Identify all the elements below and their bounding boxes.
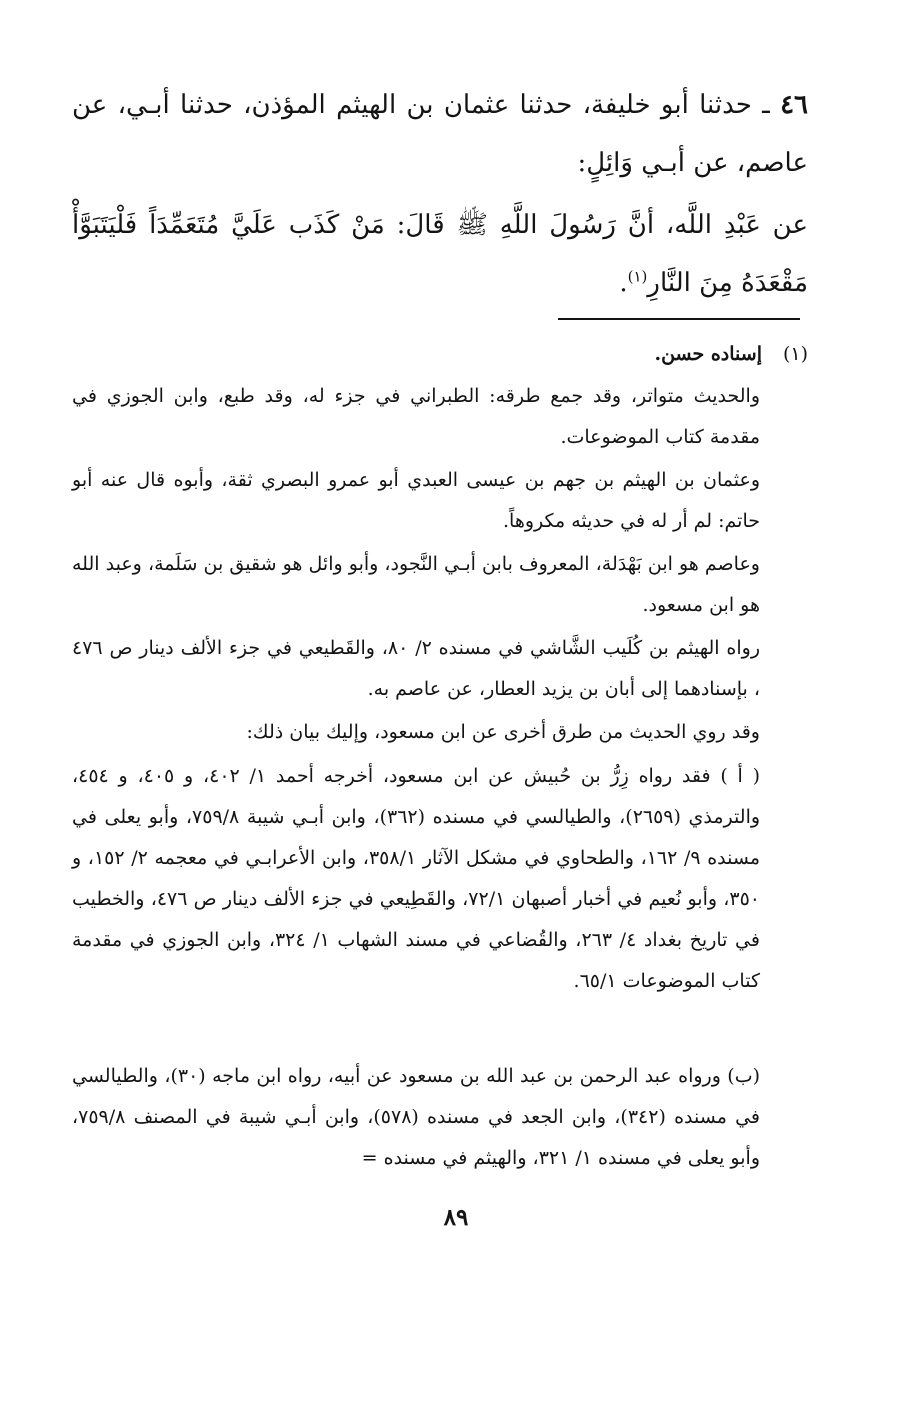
footnote-paragraph: (ب) ورواه عبد الرحمن بن عبد الله بن مسعود عن أبيه، رواه ابن ماجه (٣٠)، والطيالسي في مسنده (٣٤٢)، وابن الجعد في مسنده (٥٧٨)، وابن أبـي شيبة في المصنف ٧٥٩/٨، وأبو يعلى في مسنده ١/ ٣٢١، والهيثم في مسنده = <box>72 1065 760 1169</box>
footnote-verdict: إسناده حسن. <box>654 343 762 365</box>
footnote-paragraph: وقد روي الحديث من طرق أخرى عن ابن مسعود، وإليك بيان ذلك: <box>246 721 760 743</box>
footnote-number: (١) <box>782 343 808 365</box>
footnote-paragraph: وعثمان بن الهيثم بن جهم بن عيسى العبدي أبو عمرو البصري ثقة، وأبوه قال عنه أبو حاتم: لم أر له في حديثه مكروهاً. <box>72 469 760 532</box>
hadith-number: ٤٦ <box>780 90 808 120</box>
footnote-paragraph: رواه الهيثم بن كُلَيب الشَّاشي في مسنده ٢/ ٨٠، والقَطيعي في جزء الألف دينار ص ٤٧٦ ، بإسنادهما إلى أبان بن يزيد العطار، عن عاصم به. <box>72 637 760 700</box>
matn-text: عن عَبْدِ اللَّه، أنَّ رَسُولَ اللَّهِ ﷺ قَالَ: مَنْ كَذَب عَلَيَّ مُتَعَمِّدَاً فَلْيَتَبَوَّأْ مَقْعَدَهُ مِنَ النَّارِ <box>72 210 808 298</box>
footnote-reference[interactable]: (١) <box>627 267 648 286</box>
hadith-isnad <box>72 76 808 192</box>
footnote-paragraph: والحديث متواتر، وقد جمع طرقه: الطبراني في جزء له، وقد طبع، وابن الجوزي في مقدمة كتاب الموضوعات. <box>72 385 760 448</box>
hadith-matn <box>72 196 808 312</box>
page-number: ٨٩ <box>443 1204 469 1231</box>
footnote-paragraph: ( أ ) فقد رواه زِرُّ بن حُبيش عن ابن مسعود، أخرجه أحمد ١/ ٤٠٢، و ٤٠٥، و ٤٥٤، والترمذي (٢٦٥٩)، والطيالسي في مسنده (٣٦٢)، وابن أبـي شيبة ٧٥٩/٨، وأبو يعلى في مسنده ٩/ ١٦٢، والطحاوي في مشكل الآثار ٣٥٨/١، وابن الأعرابـي في معجمه ٢/ ١٥٢، و ٣٥٠، وأبو نُعيم في أخبار أصبهان ٧٢/١، والقَطِيعي في جزء الألف دينار ص ٤٧٦، والخطيب في تاريخ بغداد ٤/ ٢٦٣، والقُضاعي في مسند الشهاب ١/ ٣٢٤، وابن الجوزي في مقدمة كتاب الموضوعات ٦٥/١. <box>72 765 761 992</box>
footnote-separator <box>558 318 800 320</box>
footnote-heading <box>72 334 808 375</box>
matn-end: . <box>619 268 628 298</box>
isnad-text: ـ حدثنا أبو خليفة، حدثنا عثمان بن الهيثم المؤذن، حدثنا أبـي، عن عاصم، عن أبـي وَائِلٍ: <box>72 90 808 178</box>
footnote-paragraph: وعاصم هو ابن بَهْدَلة، المعروف بابن أبـي النَّجود، وأبو وائل هو شقيق بن سَلَمة، وعبد الله هو ابن مسعود. <box>72 553 760 616</box>
